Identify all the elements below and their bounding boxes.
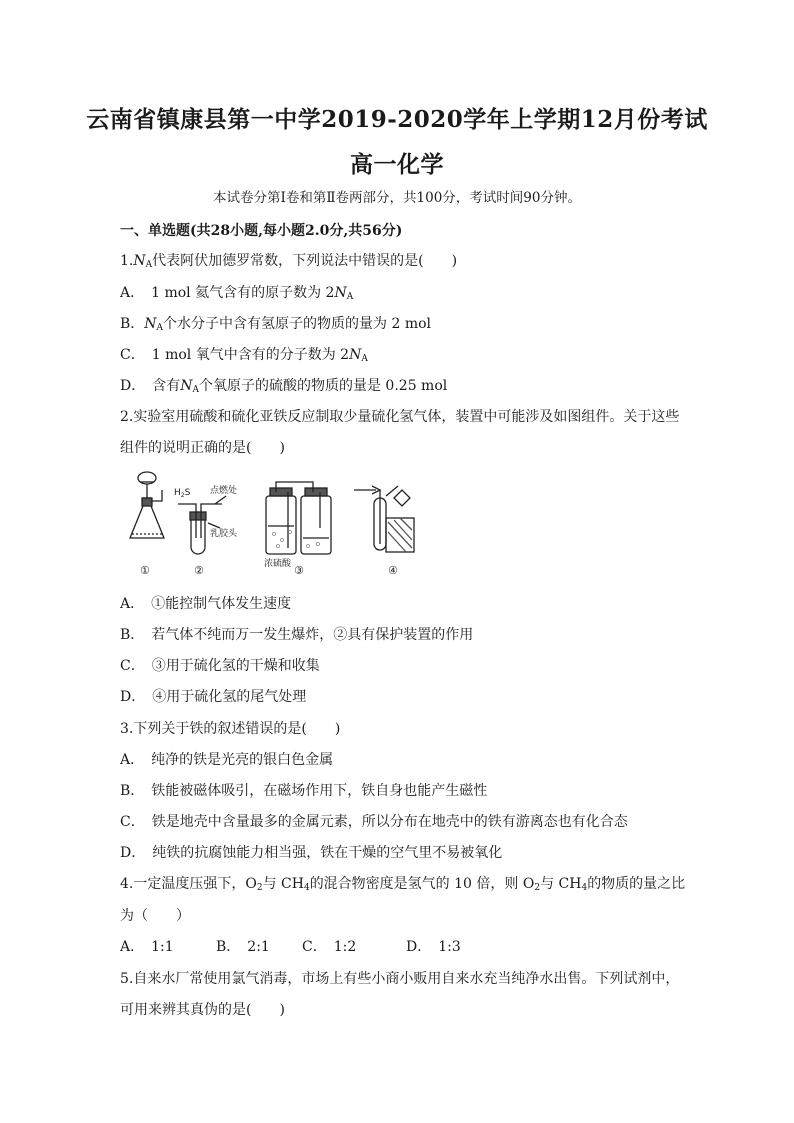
exam-title: 云南省镇康县第一中学2019-2020学年上学期12月份考试: [86, 106, 708, 133]
q3-option-b: B． 铁能被磁体吸引，在磁场作用下，铁自身也能产生磁性: [120, 783, 488, 799]
label-n3: ③: [294, 564, 304, 577]
label-n2: ②: [194, 564, 204, 577]
apparatus-1-flask: [130, 472, 164, 538]
exam-note: 本试卷分第Ⅰ卷和第Ⅱ卷两部分，共100分，考试时间90分钟。: [213, 190, 581, 206]
label-n4: ④: [388, 564, 398, 577]
q4-option-d: D． 1:3: [406, 939, 461, 955]
apparatus-3-bottles: [266, 482, 331, 554]
q1-option-d: D． 含有$N_A$个氧原子的硫酸的物质的量是 0.25 mol: [120, 378, 448, 395]
apparatus-4-absorber: [354, 486, 414, 552]
q2-option-b: B． 若气体不纯而万一发生爆炸，②具有保护装置的作用: [120, 627, 474, 643]
label-ignite: 点燃处: [210, 486, 238, 496]
q3-stem: 3.下列关于铁的叙述错误的是( ): [120, 721, 341, 737]
q4-option-c: C． 1:2: [302, 939, 357, 955]
q2-stem-line1: 2.实验室用硫酸和硫化亚铁反应制取少量硫化氢气体，装置中可能涉及如图组件。关于这些: [120, 409, 680, 425]
exam-subtitle: 高一化学: [350, 151, 444, 178]
label-n1: ①: [140, 564, 150, 577]
section-heading: 一、单选题(共28小题,每小题2.0分,共56分): [120, 223, 403, 239]
q4-option-a: A． 1:1: [120, 939, 174, 955]
q5-stem-line2: 可用来辨其真伪的是( ): [120, 1002, 285, 1018]
q2-stem-line2: 组件的说明正确的是( ): [120, 440, 285, 456]
label-acid: 浓硫酸: [264, 559, 292, 569]
apparatus-figure: [118, 468, 428, 580]
q3-option-d: D． 纯铁的抗腐蚀能力相当强，铁在干燥的空气里不易被氧化: [120, 845, 503, 861]
q3-option-c: C． 铁是地壳中含量最多的金属元素，所以分布在地壳中的铁有游离态也有化合态: [120, 814, 628, 830]
q5-stem-line1: 5.自来水厂常使用氯气消毒，市场上有些小商小贩用自来水充当纯净水出售。下列试剂中，: [120, 971, 680, 987]
q4-options: [120, 936, 461, 956]
apparatus-2-tube: [178, 496, 226, 554]
q4-stem-line2: 为（ ）: [120, 908, 190, 924]
q4-stem-line1: 4.一定温度压强下，$O_2$与 $CH_4$的混合物密度是氢气的 10 倍，则 $O_2$与 $CH_4$的物质的量之比: [120, 876, 686, 893]
q1-option-a: A． 1 mol 氦气含有的原子数为 $2N_A$: [120, 285, 354, 302]
q3-option-a: A． 纯净的铁是光亮的银白色金属: [120, 752, 334, 768]
q4-option-b: B． 2:1: [216, 939, 270, 955]
q2-option-a: A． ①能控制气体发生速度: [120, 596, 292, 612]
q1-option-c: C． 1 mol 氧气中含有的分子数为 $2N_A$: [120, 347, 368, 364]
label-h2s: $H_2S$: [174, 488, 191, 499]
q2-option-c: C． ③用于硫化氢的干燥和收集: [120, 658, 320, 674]
q2-option-d: D． ④用于硫化氢的尾气处理: [120, 689, 307, 705]
q1-stem: $1.N_A$代表阿伏加德罗常数，下列说法中错误的是( ): [120, 253, 458, 270]
label-rubber: 乳胶头: [210, 529, 238, 539]
q1-option-b: B．$N_A$个水分子中含有氢原子的物质的量为 2 mol: [120, 316, 432, 333]
